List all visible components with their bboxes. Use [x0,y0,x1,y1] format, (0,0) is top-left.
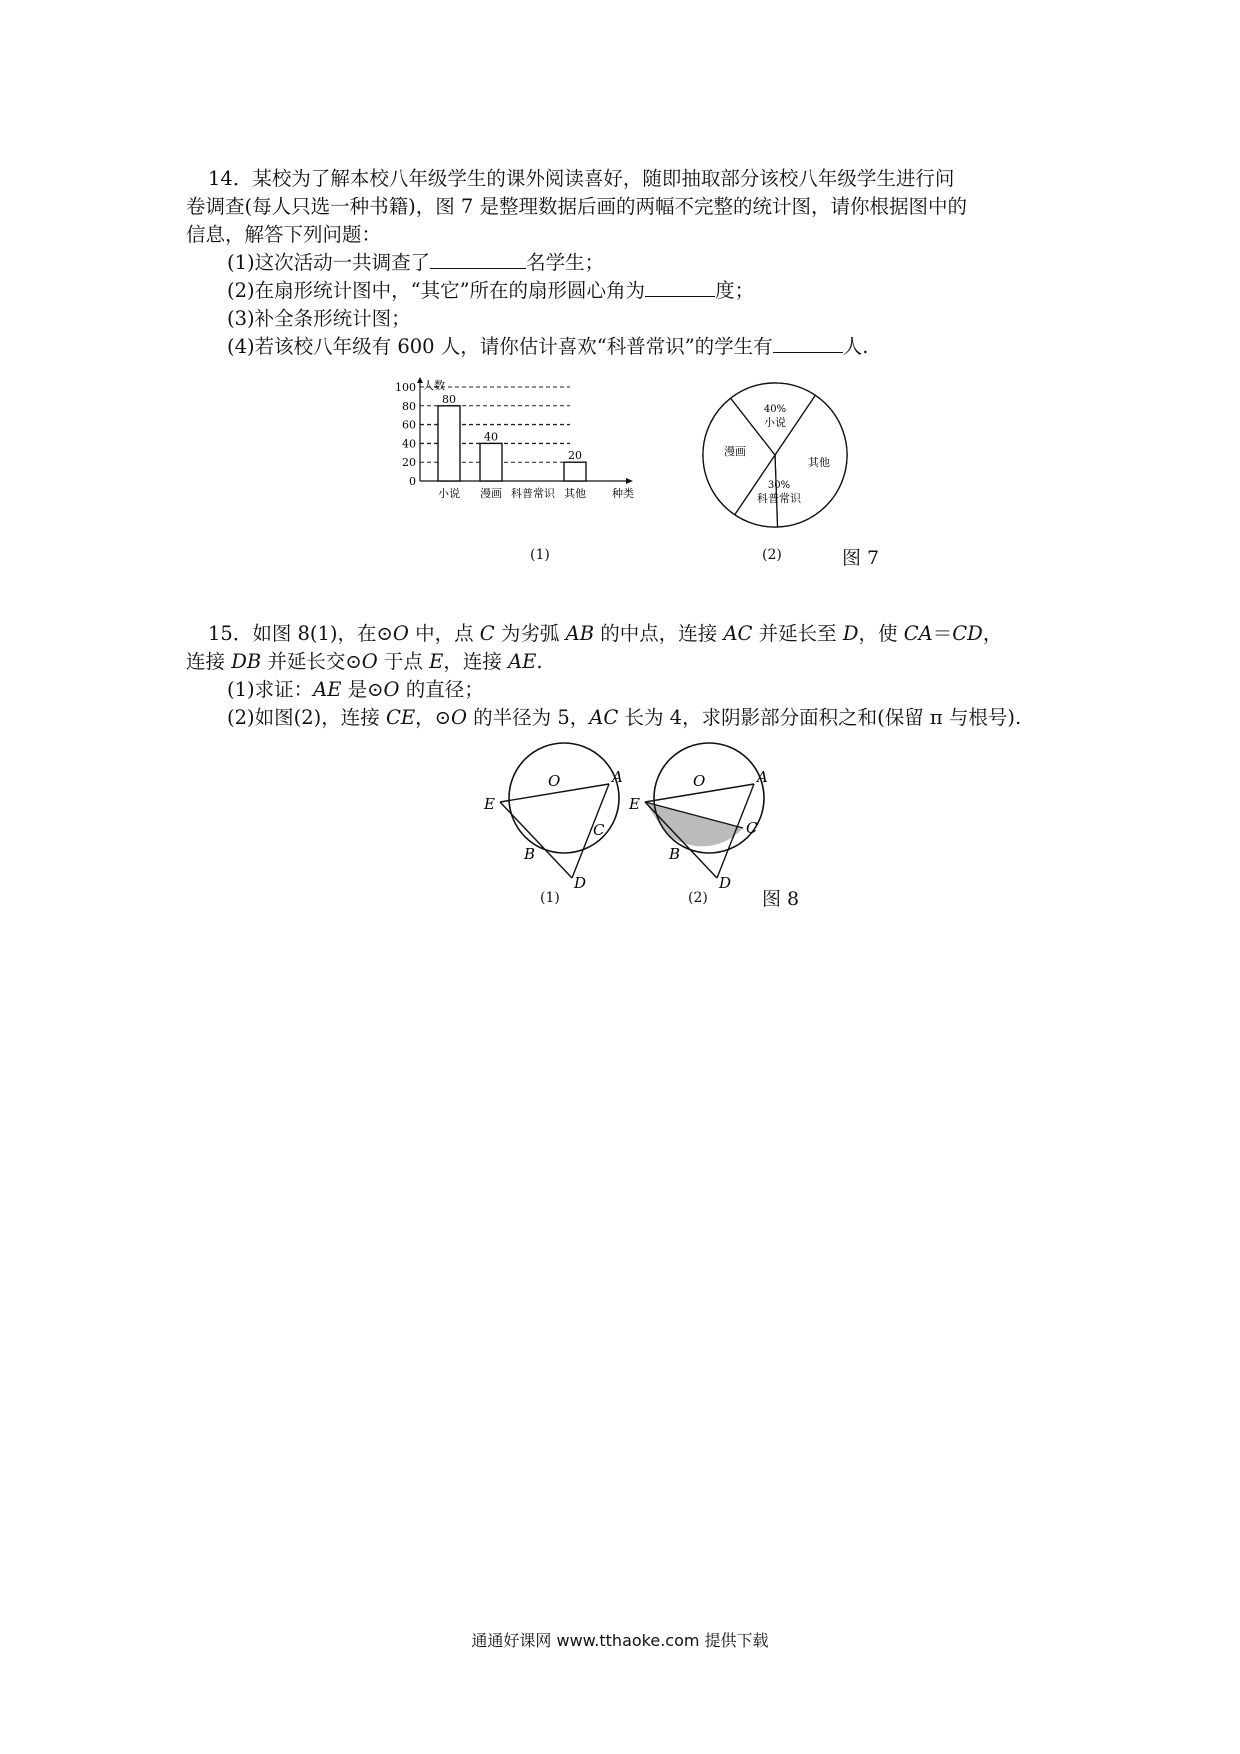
q15-text: 的半径为 5， [466,706,590,729]
q15-text: ，连接 [443,650,509,673]
q15-text: ， [982,622,1003,645]
point-e: E [484,795,495,813]
answer-blank-4[interactable] [773,334,843,353]
bar [564,462,586,481]
y-tick-label: 100 [395,381,416,394]
q15-text: (1)求证： [227,678,314,701]
q15-var: AE [508,650,537,673]
q15-line-1 [208,620,1002,648]
bar [480,443,502,481]
q15-text: 并延长至 [752,622,843,645]
y-tick-label: 60 [402,418,416,432]
x-axis-label: 种类 [612,487,634,500]
point-a: A [612,768,623,786]
point-d: D [719,874,732,892]
bar [438,406,460,481]
pie-slice-label: 其他 [808,456,830,469]
q15-text: 为劣弧 [494,622,566,645]
q15-text: ＝ [932,622,953,645]
answer-blank-2[interactable] [645,278,715,297]
q15-text: 中，点 [408,622,480,645]
x-tick-label: 科普常识 [511,487,555,500]
pie-slice-label: 科普常识 [757,492,801,505]
q15-text: 是⊙ [341,678,384,701]
q15-var: AC [589,706,619,729]
point-b: B [669,845,681,863]
q15-line-2 [186,648,543,676]
q14-sub-4 [227,333,868,361]
q14-line-3: 信息，解答下列问题： [186,223,382,246]
q15-text: ，⊙ [415,706,451,729]
y-tick-label: 40 [402,437,416,451]
bar-chart [390,370,690,545]
point-a: A [757,768,768,786]
y-axis-label: 人数 [423,379,445,392]
q14-sub-1-b: 名学生； [526,251,605,274]
q15-var: CE [385,706,416,729]
q15-text: 于点 [377,650,430,673]
q14-sub-1 [227,249,604,277]
point-e: E [629,795,640,813]
figure-8-caption-1: (1) [540,890,560,906]
bar-data-label: 80 [442,392,456,406]
q15-text: ，使 [858,622,904,645]
y-tick-label: 80 [402,399,416,413]
bar-data-label: 20 [568,449,582,463]
pie-slice-label: 漫画 [724,445,746,458]
bar-chart-plot [395,377,634,500]
q14-sub-1-a: (1)这次活动一共调查了 [227,251,431,274]
q15-line-3 [227,676,484,704]
q15-text: 的中点，连接 [594,622,724,645]
point-d: D [574,874,587,892]
geometry-figure-2 [625,740,785,900]
segment-ed [500,802,572,878]
figure-8-label: 图 8 [762,888,800,910]
q14-sub-4-b: 人. [842,335,869,358]
pie-percent-label: 30% [767,480,791,491]
geometry-figure-1 [480,740,640,900]
x-tick-label: 其他 [564,487,586,500]
x-tick-label: 小说 [438,487,460,500]
q14-line-1: 14．某校为了解本校八年级学生的课外阅读喜好，随即抽取部分该校八年级学生进行问 [208,167,955,190]
x-tick-label: 漫画 [480,487,502,500]
x-axis-arrow [626,478,633,484]
q15-var: E [429,650,444,673]
q14-sub-4-a: (4)若该校八年级有 600 人，请你估计喜欢“科普常识”的学生有 [227,335,773,358]
q15-text: 15．如图 8(1)，在⊙ [208,622,393,645]
q14-line-2: 卷调查(每人只选一种书籍)，图 7 是整理数据后画的两幅不完整的统计图，请你根据图中的 [186,195,968,218]
q14-sub-2-b: 度； [715,279,755,302]
q15-text: 并延长交⊙ [261,650,362,673]
pie-chart [695,375,855,535]
q15-var: CD [952,622,983,645]
q14-sub-2 [227,277,754,305]
bar-data-label: 40 [484,430,498,444]
q15-var: AE [313,678,342,701]
pie-percent-label: 40% [763,404,787,415]
q15-var: D [842,622,859,645]
bar-chart-caption: (1) [530,547,550,563]
q15-var: CA [903,622,933,645]
q15-var: AC [723,622,753,645]
y-tick-label: 20 [402,456,416,470]
q14-sub-2-a: (2)在扇形统计图中，“其它”所在的扇形圆心角为 [227,279,646,302]
q15-text: 连接 [186,650,232,673]
q15-text: 长为 4，求阴影部分面积之和(保留 π 与根号). [618,706,1022,729]
figure-8-caption-2: (2) [688,890,708,906]
point-b: B [524,845,536,863]
q15-var: O [392,622,409,645]
q15-var: C [479,622,495,645]
pie-chart-caption: (2) [762,547,782,563]
q15-text: . [536,650,543,673]
point-c: C [746,819,758,837]
answer-blank-1[interactable] [430,250,526,269]
q15-line-4 [227,704,1021,732]
q15-var: O [450,706,467,729]
footer-text: 通通好课网 www.tthaoke.com 提供下载 [471,1631,769,1650]
q15-var: AB [565,622,595,645]
figure-7-label: 图 7 [842,547,880,569]
q14-sub-3: (3)补全条形统计图； [227,307,411,330]
point-o: O [693,772,706,790]
pie-slice-label: 小说 [764,416,786,429]
q15-var: O [383,678,400,701]
q15-text: (2)如图(2)，连接 [227,706,386,729]
point-o: O [548,772,561,790]
y-tick-label: 0 [409,475,416,488]
q15-var: DB [231,650,262,673]
point-c: C [593,821,605,839]
q15-text: 的直径； [399,678,484,701]
q15-var: O [361,650,378,673]
